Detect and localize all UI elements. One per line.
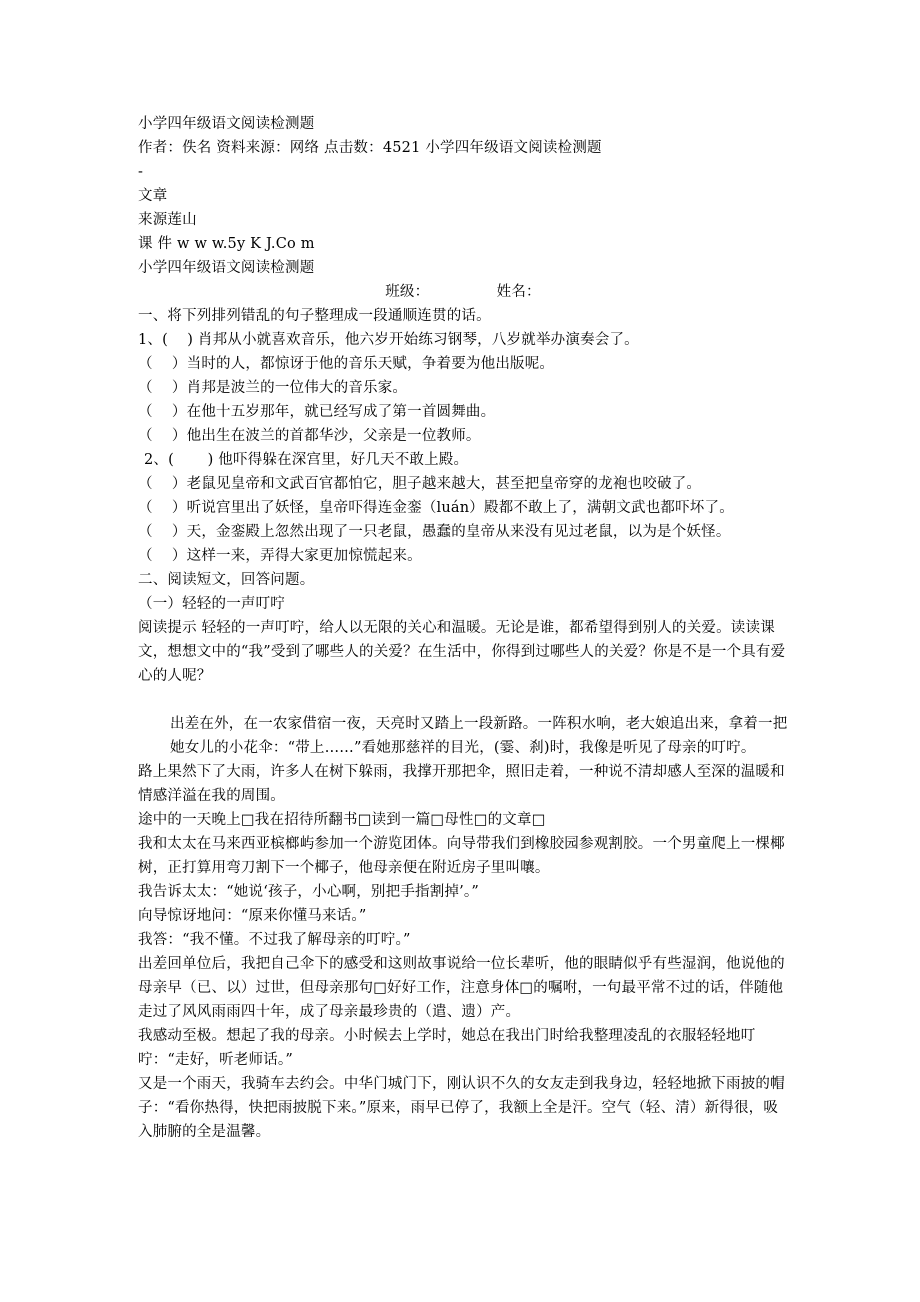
source-line-3: 课 件 w w w.5y K J.Co m — [138, 236, 315, 252]
story-paragraph: 途中的一天晚上□我在招待所翻书□读到一篇□母性□的文章□ — [138, 812, 546, 828]
story-paragraph: 我感动至极。想起了我的母亲。小时候去上学时，她总在我出门时给我整理凌乱的衣服轻轻地叮咛：“走好，听老师话。” — [138, 1028, 756, 1068]
section1-item: （ ）肖邦是波兰的一位伟大的音乐家。 — [138, 380, 408, 396]
section1-item: （ ）听说宫里出了妖怪，皇帝吓得连金銮（luán）殿都不敢上了，满朝文武也都吓坏了。 — [138, 500, 734, 516]
document-title: 小学四年级语文阅读检测题 — [138, 116, 315, 132]
story-paragraph: 出差回单位后，我把自己伞下的感受和这则故事说给一位长辈听，他的眼睛似乎有些湿润，他说他的母亲早（已、以）过世，但母亲那句□好好工作，注意身体□的嘱咐，一句最平常不过的话，伴随他走过了风风雨雨四十年，成了母亲最珍贵的（遣、遗）产。 — [138, 956, 785, 1020]
class-name-line: 班级： 姓名： — [385, 284, 541, 300]
story-paragraph: 我告诉太太：“她说‘孩子，小心啊，别把手指割掉’。” — [138, 884, 479, 900]
section1-item: （ ）天，金銮殿上忽然出现了一只老鼠，愚蠢的皇帝从来没有见过老鼠，以为是个妖怪。 — [138, 524, 731, 540]
separator-dash: - — [138, 164, 144, 180]
story-paragraph: 向导惊讶地问：“原来你懂马来话。” — [138, 908, 367, 924]
story-paragraph: 我答：“我不懂。不过我了解母亲的叮咛。” — [138, 932, 411, 948]
section1-item: 1、( ) 肖邦从小就喜欢音乐，他六岁开始练习钢琴，八岁就举办演奏会了。 — [138, 332, 639, 348]
section1-item: 2、( ) 他吓得躲在深宫里，好几天不敢上殿。 — [144, 452, 469, 468]
blank-line — [138, 688, 788, 712]
section1-item: （ ）这样一来，弄得大家更加惊慌起来。 — [138, 548, 422, 564]
story-paragraph: 路上果然下了大雨，许多人在树下躲雨，我撑开那把伞，照旧走着，一种说不清却感人至深的温暖和情感洋溢在我的周围。 — [138, 764, 785, 804]
reading-tip: 阅读提示 轻轻的一声叮咛，给人以无限的关心和温暖。无论是谁，都希望得到别人的关爱。读读课文，想想文中的“我”受到了哪些人的关爱？在生活中，你得到过哪些人的关爱？你是不是一个具有爱心的人呢？ — [138, 620, 786, 684]
section1-item: （ ）当时的人，都惊讶于他的音乐天赋，争着要为他出版呢。 — [138, 356, 555, 372]
source-line-1: 文章 — [138, 188, 168, 204]
document-meta: 作者：佚名 资料来源：网络 点击数：4521 小学四年级语文阅读检测题 — [138, 140, 602, 156]
document-page — [138, 112, 788, 1144]
source-line-2: 来源莲山 — [138, 212, 197, 228]
section1-item: （ ）在他十五岁那年，就已经写成了第一首圆舞曲。 — [138, 404, 496, 420]
section1-item: （ ）老鼠见皇帝和文武百官都怕它，胆子越来越大，甚至把皇帝穿的龙袍也咬破了。 — [138, 476, 702, 492]
section2-subheading: （一）轻轻的一声叮咛 — [138, 596, 285, 612]
story-paragraph: 出差在外，在一农家借宿一夜，天亮时又踏上一段新路。一阵积水响，老大娘追出来，拿着一把她女儿的小花伞：“带上……”看她那慈祥的目光，(霎、刹)时，我像是听见了母亲的叮咛。 — [170, 716, 788, 756]
section2-heading: 二、阅读短文，回答问题。 — [138, 572, 315, 588]
document-title-repeat: 小学四年级语文阅读检测题 — [138, 260, 315, 276]
section1-item: （ ）他出生在波兰的首都华沙，父亲是一位教师。 — [138, 428, 481, 444]
section1-heading: 一、将下列排列错乱的句子整理成一段通顺连贯的话。 — [138, 308, 491, 324]
story-paragraph: 我和太太在马来西亚槟榔屿参加一个游览团体。向导带我们到橡胶园参观割胶。一个男童爬上一棵椰树，正打算用弯刀割下一个椰子，他母亲便在附近房子里叫嚷。 — [138, 836, 785, 876]
story-paragraph: 又是一个雨天，我骑车去约会。中华门城门下，刚认识不久的女友走到我身边，轻轻地掀下雨披的帽子：“看你热得，快把雨披脱下来。”原来，雨早已停了，我额上全是汗。空气（轻、清）新得很，吸入肺腑的全是温馨。 — [138, 1076, 785, 1140]
